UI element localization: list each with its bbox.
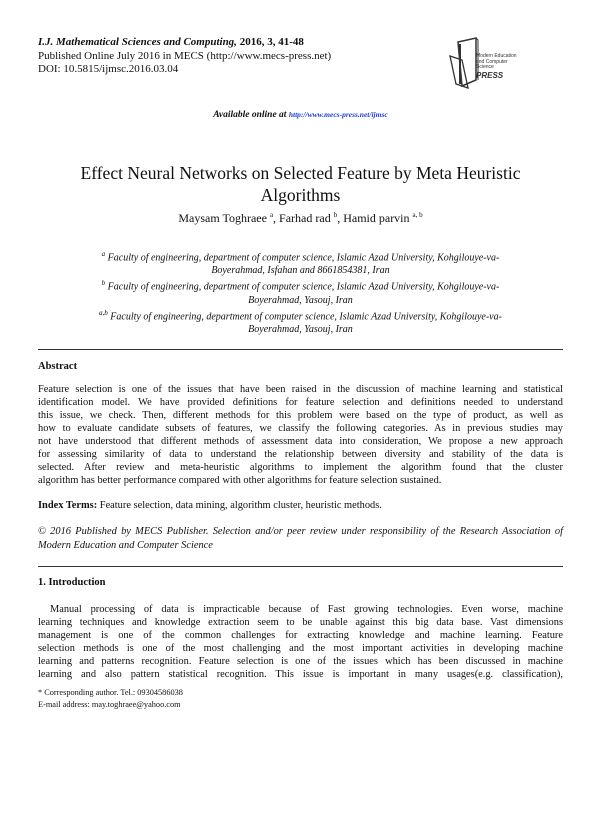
text-line: identification model. We have provided definitions for feature selection and definitions needed to understand: [38, 397, 563, 408]
text-line: selected. After review and meta-heuristic algorithms to implement the algorithm found that the cluster: [38, 462, 563, 473]
affiliation-text: Faculty of engineering, department of computer science, Islamic Azad University, Kohgilouye-va-: [107, 252, 500, 264]
text-line: this issue, we check. Then, different methods for this problem were based on the type of product, as well as: [38, 410, 563, 421]
copyright-notice: © 2016 Published by MECS Publisher. Selection and/or peer review under responsibility of the Research Association of Modern Education and Computer Science: [38, 526, 563, 551]
affiliation: [40, 277, 561, 306]
text-line: not have understood that different methods of assessment data into consideration, We propose a new approach: [38, 436, 563, 447]
author-name: Farhad rad: [279, 211, 331, 225]
paper-title: [40, 162, 561, 206]
introduction-body: [38, 603, 563, 681]
text-line: learning and also pattern statistical recognition. This issue is important in many usages(e.g. classification),: [38, 669, 563, 680]
author-email: E-mail address: may.toghraee@yahoo.com: [38, 700, 181, 709]
affiliation-sup: a: [101, 250, 106, 258]
text-line: learning techniques and knowledge extraction seem to be unable against this big data base. Vast dimensions: [38, 617, 563, 628]
logo-text: and Computer Science: [476, 58, 508, 70]
affiliation-text: Boyerahmad, Yasouj, Iran: [248, 294, 353, 306]
logo-text: Modern Education: [476, 53, 517, 59]
authors: Maysam Toghraee $^a$, Farhad rad $^b$, Hamid parvin $^{a, b}$: [178, 211, 423, 225]
author-name: Hamid parvin: [343, 211, 410, 225]
mecs-press-logo: [446, 34, 526, 90]
text-line: algorithm has better performance compared with other algorithms for feature selection sustained.: [38, 475, 442, 486]
available-online: [0, 110, 601, 120]
index-terms: [38, 500, 382, 511]
affiliation-text: Faculty of engineering, department of computer science, Islamic Azad University, Kohgilouye-va-: [110, 310, 502, 322]
affiliations: [40, 248, 561, 336]
title-line: Effect Neural Networks on Selected Feature by Meta Heuristic: [80, 163, 521, 183]
journal-link[interactable]: http://www.mecs-press.net/ijmsc: [288, 110, 388, 119]
author-sup: b: [333, 211, 338, 219]
affiliation: [40, 307, 561, 336]
affiliation-text: Faculty of engineering, department of computer science, Islamic Azad University, Kohgilouye-va-: [107, 281, 500, 293]
logo-press: PRESS: [476, 70, 504, 80]
corresponding-author: * Corresponding author. Tel.: 09304586038: [38, 688, 183, 697]
index-terms-label: Index Terms:: [38, 500, 98, 511]
abstract-heading: Abstract: [38, 361, 78, 372]
affiliation: [40, 248, 561, 277]
text-line: Manual processing of data is impracticable because of Fast growing technologies. Even worse, machine: [50, 604, 563, 615]
text-line: how to evaluate candidate subsets of features, we classify the following categories. As in previous studies may: [38, 423, 563, 434]
affiliation-text: Boyerahmad, Yasouj, Iran: [248, 323, 353, 335]
text-line: for assessing similarity of data to understand the relationship between diversity and stability of the data is: [38, 449, 563, 460]
divider: [38, 566, 563, 567]
introduction-heading: 1. Introduction: [38, 577, 106, 588]
index-terms-text: Feature selection, data mining, algorithm cluster, heuristic methods.: [97, 500, 382, 511]
text-line: learning and patterns recognition. Feature selection is one of the issues which has been discussed in machine: [38, 656, 563, 667]
published-online: Published Online July 2016 in MECS (http://www.mecs-press.net): [38, 49, 332, 62]
title-line: Algorithms: [260, 185, 341, 205]
text-line: management is one of the common challenges for extracting knowledge and machine learning. Feature: [38, 630, 563, 641]
text-line: Feature selection is one of the issues that have been raised in the discussion of machine learning and statistical: [38, 384, 563, 395]
affiliation-text: Boyerahmad, Isfahan and 8661854381, Iran: [211, 265, 390, 277]
doi: DOI: 10.5815/ijmsc.2016.03.04: [38, 63, 179, 75]
footnote: [38, 687, 183, 711]
affiliation-sup: b: [101, 279, 106, 288]
author-name: Maysam Toghraee: [178, 211, 267, 225]
author-sup: a, b: [412, 211, 423, 219]
author-sup: a: [269, 211, 274, 219]
abstract-body: [38, 383, 563, 487]
journal-name: I.J. Mathematical Sciences and Computing,: [38, 36, 237, 48]
text-line: selection methods is one of the most challenging and the most important activities in developing machine: [38, 643, 563, 654]
available-label: Available online at: [213, 110, 289, 120]
journal-header: [38, 36, 331, 77]
divider: [38, 349, 563, 350]
journal-issue: 2016, 3, 41-48: [236, 36, 304, 48]
affiliation-sup: a,b: [99, 308, 108, 317]
